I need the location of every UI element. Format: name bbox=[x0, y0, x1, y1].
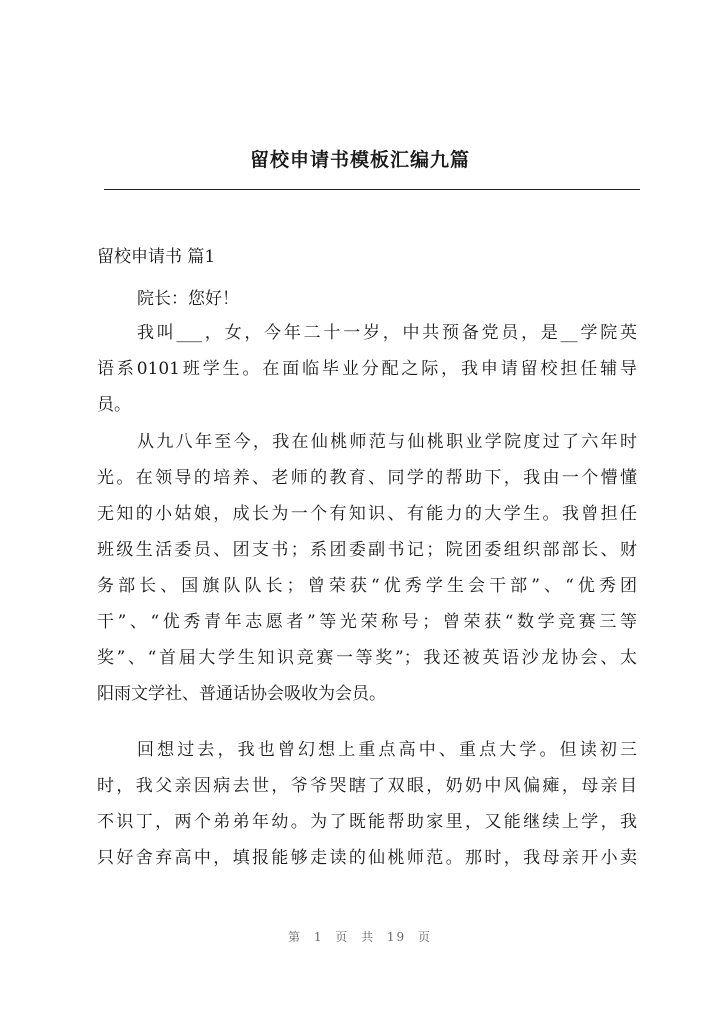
paragraph-line: 无知的小姑娘，成长为一个有知识、有能力的大学生。我曾担任 bbox=[97, 504, 637, 524]
paragraph-line: 光。在领导的培养、老师的教育、同学的帮助下，我由一个懵懂 bbox=[97, 468, 637, 488]
paragraph-line: 语系0101班学生。在面临毕业分配之际，我申请留校担任辅导 bbox=[97, 359, 637, 379]
paragraph-background bbox=[97, 732, 637, 876]
section-heading: 留校申请书 篇1 bbox=[97, 247, 216, 267]
page-number-footer: 第 1 页 共 19 页 bbox=[288, 930, 432, 944]
paragraph-line: 班级生活委员、团支书；系团委副书记；院团委组织部部长、财 bbox=[97, 540, 637, 560]
paragraph-line: 员。 bbox=[97, 395, 131, 415]
paragraph-intro bbox=[97, 315, 637, 423]
paragraph-line: 从九八年至今，我在仙桃师范与仙桃职业学院度过了六年时 bbox=[137, 432, 637, 452]
paragraph-line: 只好舍弃高中，填报能够走读的仙桃师范。那时，我母亲开小卖 bbox=[97, 848, 637, 868]
paragraph-line: 干”、“优秀青年志愿者”等光荣称号；曾荣获“数学竞赛三等 bbox=[97, 612, 637, 632]
paragraph-line: 回想过去，我也曾幻想上重点高中、重点大学。但读初三 bbox=[137, 740, 637, 760]
paragraph-line: 不识丁，两个弟弟年幼。为了既能帮助家里，又能继续上学，我 bbox=[97, 812, 637, 832]
title-divider bbox=[104, 189, 640, 190]
paragraph-line: 务部长、国旗队队长；曾荣获“优秀学生会干部”、“优秀团 bbox=[97, 576, 637, 596]
paragraph-line: 阳雨文学社、普通话协会吸收为会员。 bbox=[97, 684, 386, 704]
paragraph-line: 奖”、“首届大学生知识竞赛一等奖”；我还被英语沙龙协会、太 bbox=[97, 648, 637, 668]
paragraph-line: 我叫___，女，今年二十一岁，中共预备党员，是__学院英 bbox=[137, 323, 637, 343]
paragraph-experience bbox=[97, 424, 637, 712]
greeting-line: 院长：您好！ bbox=[137, 289, 239, 309]
document-title: 留校申请书模板汇编九篇 bbox=[249, 149, 470, 171]
paragraph-line: 时，我父亲因病去世，爷爷哭瞎了双眼，奶奶中风偏瘫，母亲目 bbox=[97, 776, 637, 796]
